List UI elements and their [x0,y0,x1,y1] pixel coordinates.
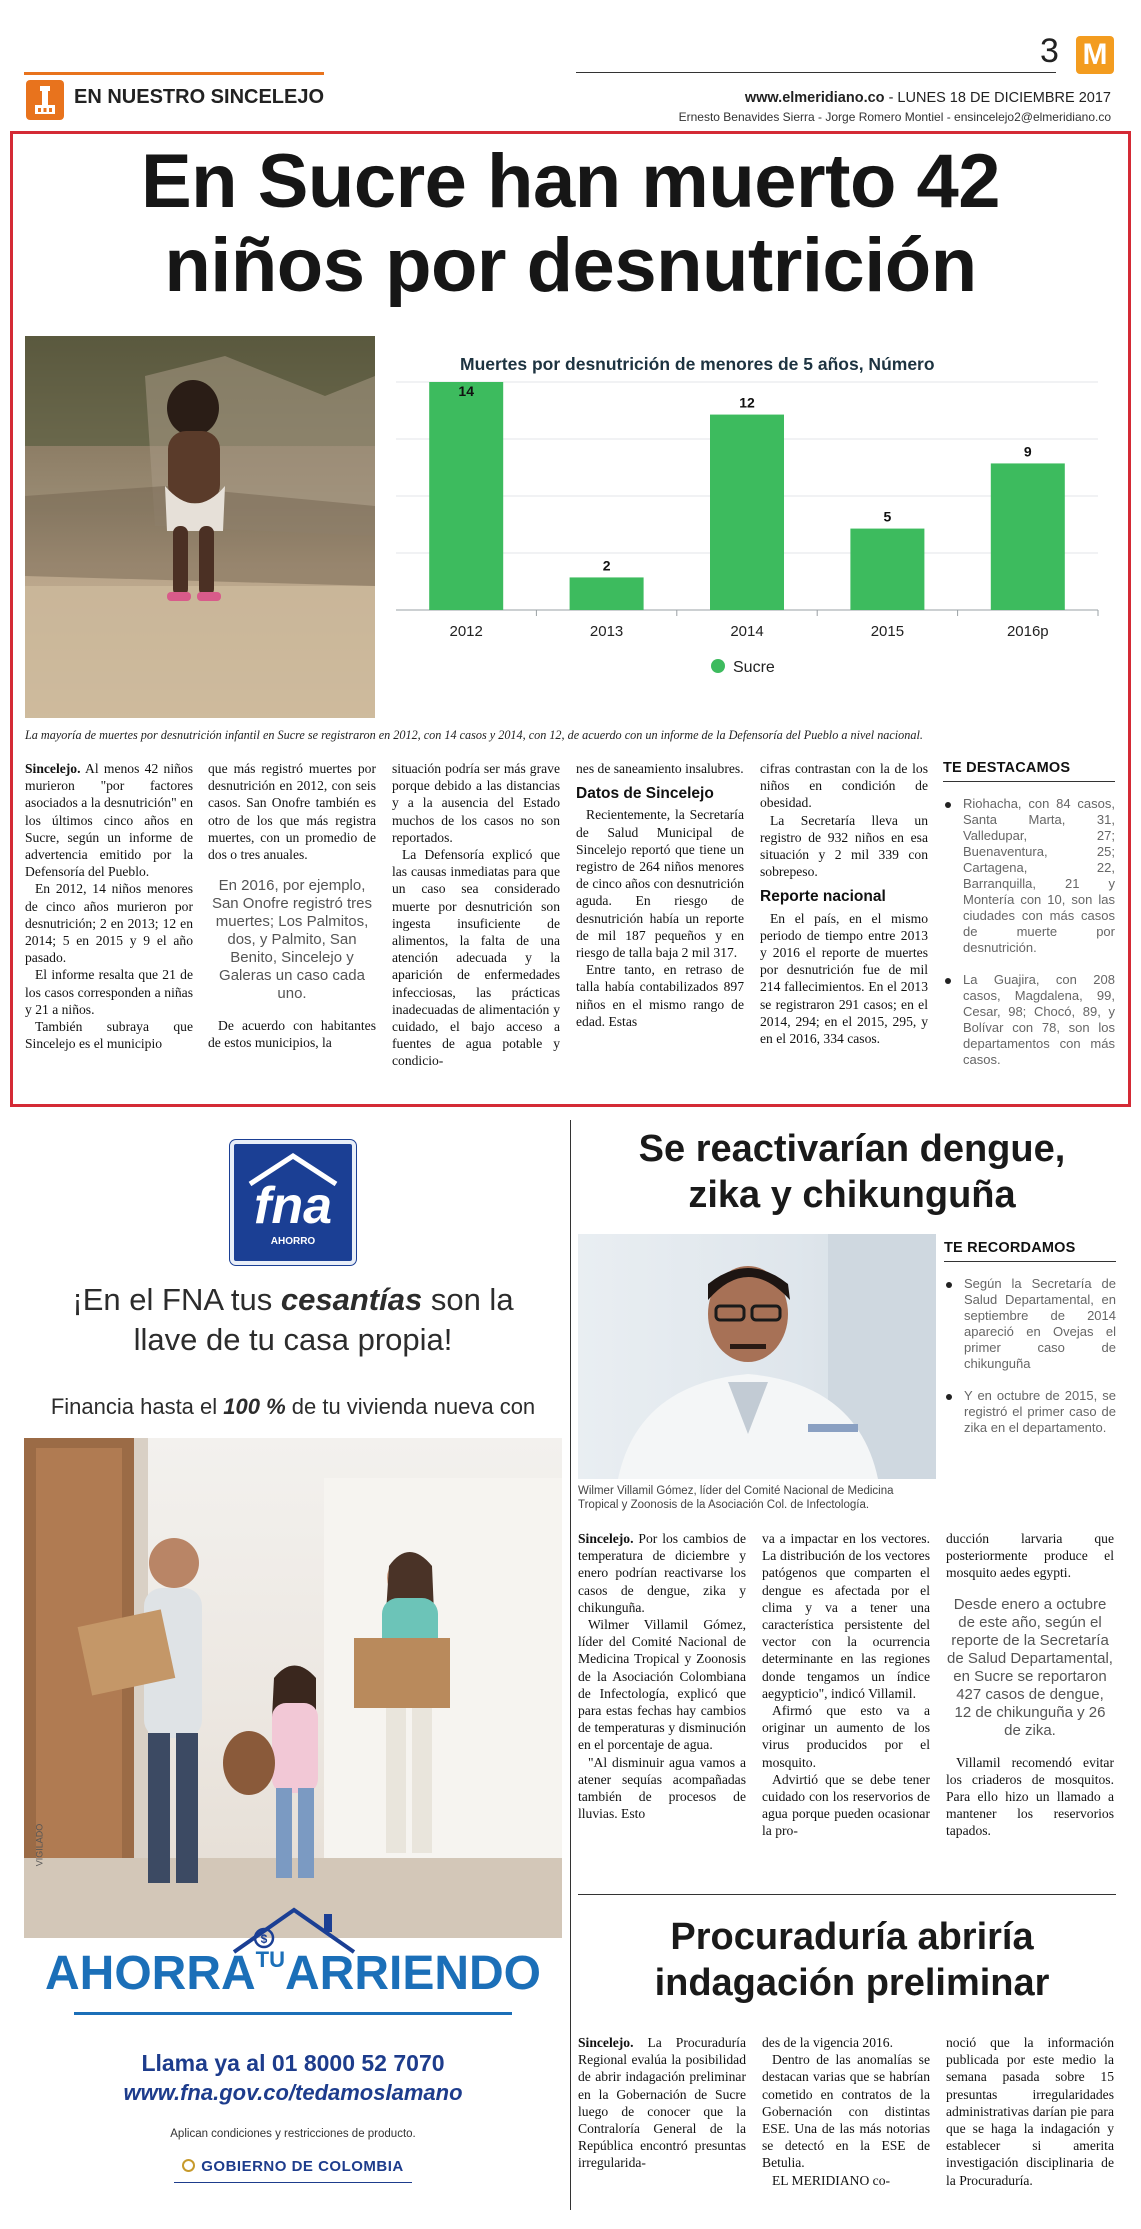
ad-emph: cesantías [280,1282,423,1317]
legend-swatch [711,659,725,673]
page-number: 3 [1040,32,1059,70]
dateline-lead: Sincelejo. [25,761,81,776]
authors: Ernesto Benavides Sierra - Jorge Romero Montiel - ensincelejo2@elmeridiano.co [678,110,1111,124]
main-col-4 [576,760,744,1030]
ad-text: de tu vivienda nueva con [285,1394,536,1419]
section-divider [578,1894,1116,1895]
paragraph: Advirtió que se debe tener cuidado con los reservorios de agua porque pueden ocasionar la pro- [762,1771,930,1839]
paragraph: des de la vigencia 2016. [762,2035,893,2050]
paragraph: va a impactar en los vectores. La distribución de los vectores patógenos que comparten el dengue es afectada por el clima y va a tener una característica persistente del vector con la ocurrencia determinante en las regiones donde tengamos un índice aegypticio", indicó Villamil. [762,1531,930,1701]
x-tick-label: 2012 [449,623,483,640]
date: - LUNES 18 DE DICIEMBRE 2017 [884,90,1111,106]
gov-logo [24,2158,562,2175]
bar [850,529,924,610]
data-label: 9 [1023,443,1032,460]
dateline-lead: Sincelejo. [578,1531,634,1546]
paragraph: cifras contrastan con la de los niños en condición de obesidad. [760,761,928,811]
main-col-2 [208,760,376,1052]
procuraduria-headline-line2: indagación preliminar [654,1962,1050,2004]
dengue-photo-caption: Wilmer Villamil Gómez, líder del Comité Nacional de Medicina Tropical y Zoonosis de la Asociación Col. de Infectología. [578,1485,894,1511]
paragraph: EL MERIDIANO co- [772,2172,891,2188]
paragraph: La Defensoría explicó que las causas inmediatas para que un caso sea considerado muerte por desnutrición son ingesta insuficiente de alimentos, la falta de una atención adecuada y la aparición de enfermedades infecciosas, las prácticas inadecuadas de alimentación y cuidado, el bajo acceso a fuentes de agua potable y condicio- [392,847,560,1069]
campaign-underline [74,2012,512,2015]
data-label: 2 [602,557,611,574]
reminder-item: Y en octubre de 2015, se registró el primer caso de zika en el departamento. [944,1388,1116,1436]
fna-ad [24,1120,562,2210]
data-label: 14 [458,383,474,399]
data-label: 5 [883,508,892,525]
svg-text:$: $ [260,1932,268,1946]
doctor-photo [578,1234,936,1479]
gov-seal-icon [182,2159,195,2172]
ad-terms: Aplican condiciones y restricciones de producto. [170,2128,416,2140]
page-header [0,0,1141,128]
dengue-headline-line2: zika y chikunguña [688,1174,1016,1216]
fna-logo [230,1140,356,1265]
x-tick-label: 2014 [730,623,764,640]
paragraph: También subraya que Sincelejo es el municipio [25,1019,193,1052]
paragraph: En el país, en el mismo periodo de tiempo entre 2013 y 2016 el reporte de muertes por desnutrición fue de mil 214 fallecimientos. En el 2013 se registraron 291 casos; en el 2014, 294; en el 2015, 295, y en el 2016, 334 casos. [760,910,928,1047]
reminders-box [944,1240,1116,1452]
gov-underline [174,2182,412,2183]
ad-text: ¡En el FNA tus [72,1282,281,1317]
ad-subline [24,1394,562,1420]
top-rule [576,72,1056,73]
box-title: TE DESTACAMOS [943,760,1071,776]
paragraph: Afirmó que esto va a originar un aumento de los virus producidos por el mosquito. [762,1703,930,1770]
pull-quote: En 2016, por ejemplo, San Onofre registró tres muertes; Los Palmitos, dos, y Palmito, San Benito, Sincelejo y Galeras un caso cada uno. [211,877,373,1003]
fna-logo-sub: AHORRO [270,1236,316,1247]
procuraduria-col-3 [946,2034,1114,2189]
dateline [745,90,1111,106]
chart-title: Muertes por desnutrición de menores de 5 años, Número [460,354,935,374]
paragraph: que más registró muertes por desnutrición en 2012, con seis casos. San Onofre también es otro de los que más registra muertes, con un promedio de dos o tres anuales. [208,761,376,863]
x-tick-label: 2013 [589,623,624,640]
chart-plot [388,346,1106,718]
site-url[interactable]: www.elmeridiano.co [744,90,885,106]
gov-text: GOBIERNO DE COLOMBIA [201,2158,404,2175]
paragraph: situación podría ser más grave porque debido a las distancias y a la ausencia del Estado muchos de los casos no son reportados. [392,761,560,845]
paragraph: noció que la información publicada por este medio la semana pasada sobre 15 presuntas irregularidades administrativas darían pie para que se haga la indagación y establecer si amerita investigación disciplinaria de la Procuraduría. [946,2035,1114,2188]
paragraph: El informe resalta que 21 de los casos corresponden a niñas y 21 a niños. [25,967,193,1017]
paragraph: ducción larvaria que posteriormente produce el mosquito aedes egypti. [946,1531,1114,1581]
highlight-item: Riohacha, con 84 casos, Santa Marta, 31, Valledupar, 27; Buenaventura, 25; Cartagena, 22, Barranquilla, 21 y Montería con 10, son las ciudades con más casos de muerte por desnutrición. [943,796,1115,956]
paragraph: Villamil recomendó evitar los criaderos de mosquitos. Para ello hizo un llamado a mantener los reservorios tapados. [946,1754,1114,1839]
meridiano-logo [1076,36,1114,74]
paragraph: Por los cambios de temperatura de diciembre y enero podrían reactivarse los casos de dengue, zika y chikunguña. [578,1531,746,1615]
main-col-1 [25,760,193,1052]
bar [710,415,784,610]
paragraph: Al menos 42 niños murieron "por factores asociados a la desnutrición" en los últimos cinco años en Sucre, según un informe de advertencia emitido por la Defensoría del Pueblo. [25,761,193,880]
ad-headline [24,1280,562,1360]
campaign-left: AHORRA [45,1947,256,2000]
ad-web[interactable]: www.fna.gov.co/tedamoslamano [123,2080,463,2105]
deaths-chart [388,346,1106,718]
procuraduria-headline-line1: Procuraduría abriría [670,1916,1034,1958]
logo-letter: M [1082,38,1108,71]
ad-emph: 100 % [223,1394,286,1419]
paragraph: La Secretaría lleva un registro de 932 niños en esa situación y 2 mil 339 con sobrepeso. [760,812,928,880]
dengue-col-2 [762,1530,930,1840]
data-label: 12 [739,394,755,411]
paragraph: Entre tanto, en retraso de talla había contabilizados 897 niños en el mismo rango de edad. Estas [576,962,744,1029]
highlight-item: La Guajira, con 208 casos, Magdalena, 99, Cesar, 98; Chocó, 89, y Bolívar con 78, son los departamentos con más casos. [943,972,1115,1068]
column-divider [570,1120,571,2210]
highlights-box [943,760,1115,1084]
campaign-mid: TU [255,1947,285,1972]
ad-line1 [24,1280,562,1320]
ad-call[interactable]: Llama ya al 01 8000 52 7070 [141,2050,445,2076]
procuraduria-col-2 [762,2034,930,2189]
dengue-col-1 [578,1530,746,1822]
main-headline-line1: En Sucre han muerto 42 [140,139,1001,224]
paragraph: Wilmer Villamil Gómez, líder del Comité Nacional de Medicina Tropical y Zoonosis de la Asociación Colombiana de Infectología, explicó que para estas fechas hay cambios de temperaturas y disminución en el porcentaje de agua. [578,1617,746,1753]
box-rule [944,1261,1116,1262]
x-tick-label: 2015 [870,623,905,640]
ad-text: Financia hasta el [50,1394,224,1419]
lighthouse-icon [26,80,64,120]
main-headline-line2: niños por desnutrición [164,223,977,308]
fna-logo-text: fna [254,1177,332,1235]
x-tick-label: 2016p [1006,623,1049,640]
ad-line2: llave de tu casa propia! [133,1322,453,1357]
child-photo [25,336,375,718]
section-title: EN NUESTRO SINCELEJO [74,86,325,108]
dateline-lead: Sincelejo. [578,2035,634,2050]
paragraph: La Procuraduría Regional evalúa la posibilidad de abrir indagación preliminar en la Gobernación de Sucre luego de conocer que la Contraloría General de la República encontró presuntas irregularida- [578,2035,746,2171]
main-col-5 [760,760,928,1047]
vigilado-label: VIGILADO [34,1823,45,1867]
dengue-headline-line1: Se reactivarían dengue, [638,1128,1066,1170]
box-rule [943,781,1115,782]
campaign-right: ARRIENDO [284,1947,541,2000]
subhead: Reporte nacional [760,888,886,906]
dengue-headline [578,1126,1126,1218]
paragraph: Recientemente, la Secretaría de Salud Municipal de Sincelejo reportó que tiene un registro de 264 niños menores de cinco años con desnutrición aguda. En riesgo de desnutrición había un reporte de mil 187 pequeños y en riesgo de talla baja 2 mil 317. [576,807,744,961]
legend-label: Sucre [733,659,775,676]
bar [570,577,644,610]
box-title: TE RECORDAMOS [944,1240,1076,1256]
section-rule [24,72,324,75]
procuraduria-headline [578,1914,1126,2006]
paragraph: nes de saneamiento insalubres. [576,761,744,776]
paragraph: De acuerdo con habitantes de estos municipios, la [208,1018,376,1051]
subhead: Datos de Sincelejo [576,785,714,803]
bar [429,382,503,610]
main-col-3 [392,760,560,1070]
pull-quote: Desde enero a octubre de este año, según el reporte de la Secretaría de Salud Departamental, en Sucre se reportaron 427 casos de dengue, 12 de chikunguña y 26 de zika. [947,1595,1113,1739]
reminder-item: Según la Secretaría de Salud Departamental, en septiembre de 2014 apareció en Ovejas el primer caso de chikunguña [944,1276,1116,1372]
main-headline [20,140,1121,308]
campaign-logo [24,1946,562,2001]
procuraduria-col-1 [578,2034,746,2172]
paragraph: "Al disminuir agua vamos a atener sequías acompañadas también de procesos de lluvias. Esto [578,1754,746,1822]
main-photo-caption: La mayoría de muertes por desnutrición infantil en Sucre se registraron en 2012, con 14 casos y 2014, con 12, de acuerdo con un informe de la Defensoría del Pueblo a nivel nacional. [25,728,923,742]
family-photo [24,1438,562,1938]
dengue-col-3 [946,1530,1114,1840]
bar [991,463,1065,610]
paragraph: Dentro de las anomalías se destacan varias que se habrían cometido en contratos de la Gobernación con distintas ESE. Una de las más notorias se detectó en la ESE de Betulia. [762,2052,930,2171]
ad-text: son la [422,1282,514,1317]
paragraph: En 2012, 14 niños menores de cinco años murieron por desnutrición; 2 en 2013; 12 en 2014; 5 en 2015 y 9 el año pasado. [25,881,193,966]
